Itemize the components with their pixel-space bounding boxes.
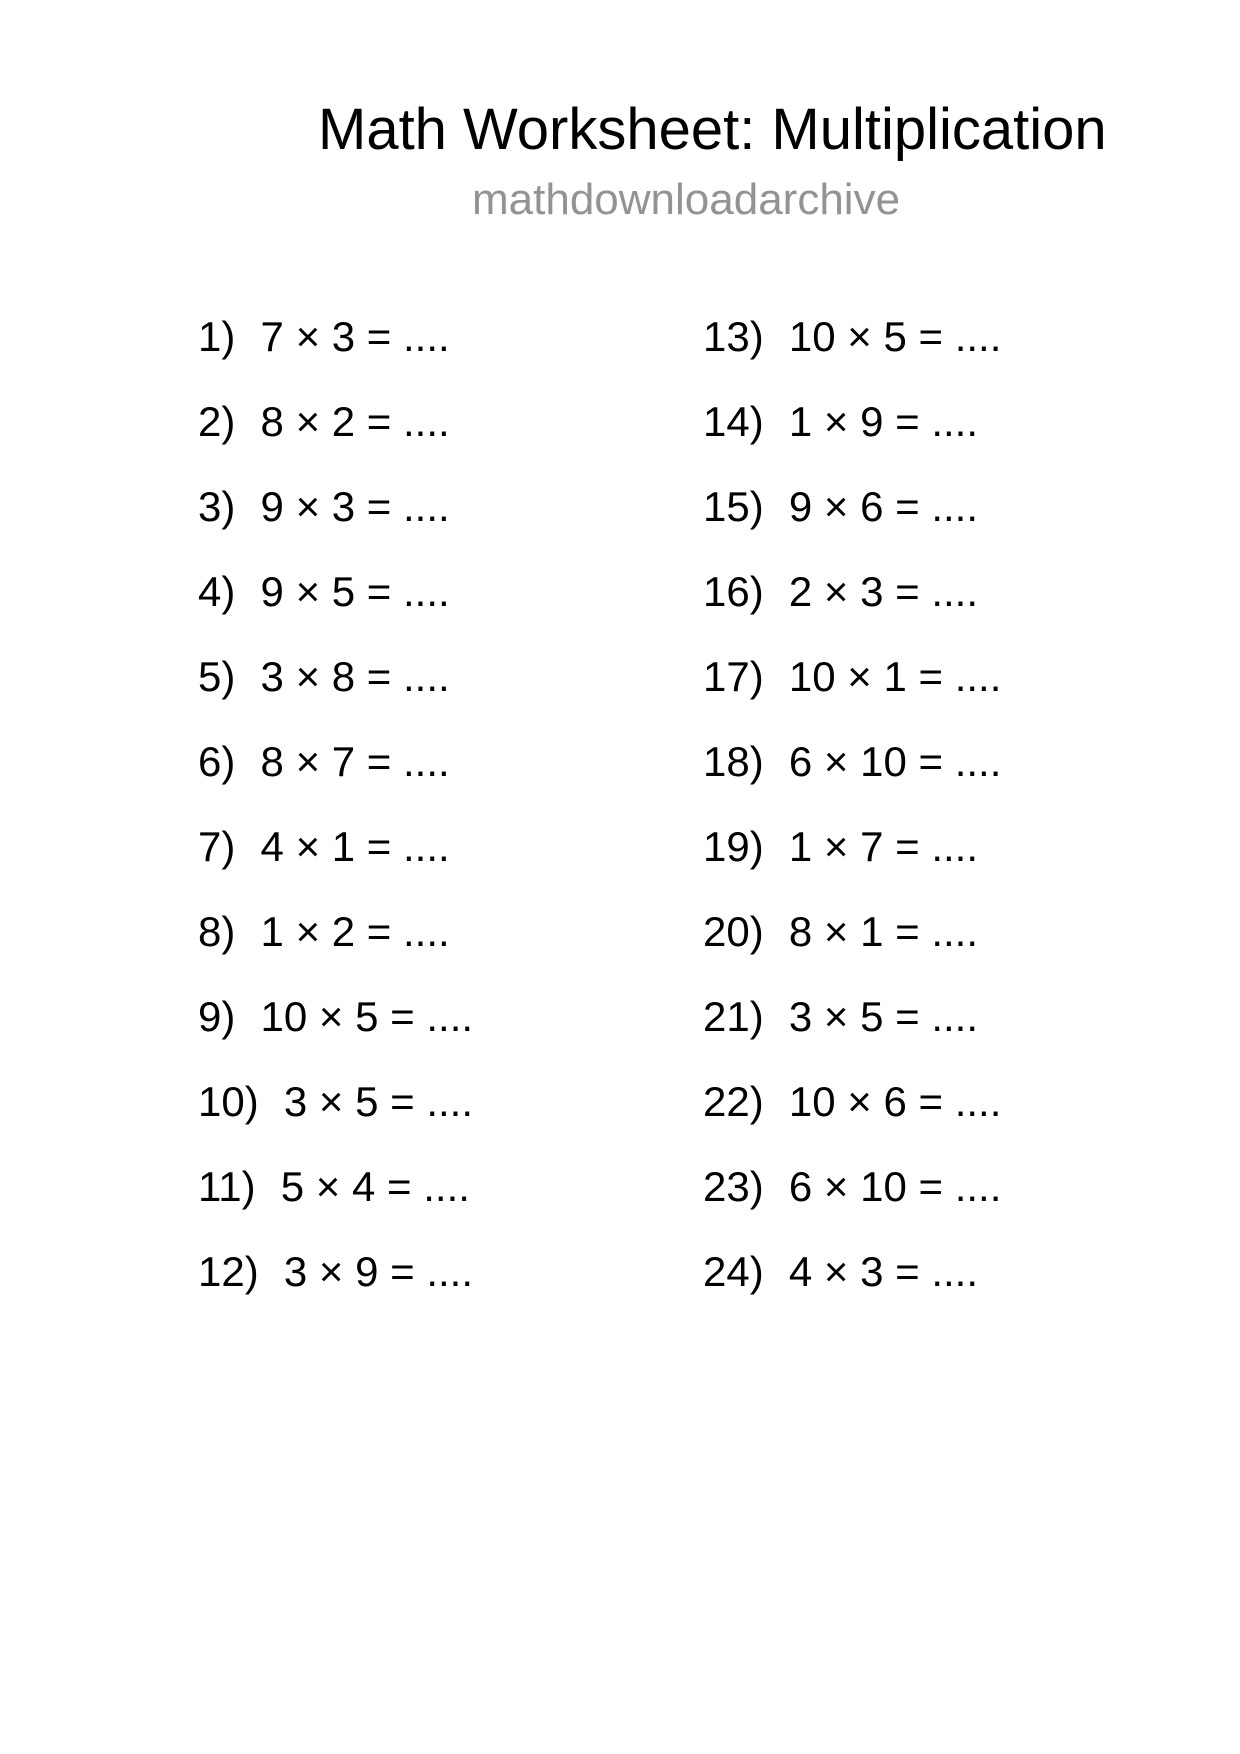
problem-row: [703, 1059, 1001, 1144]
problem-expression: 1 × 7 = ....: [788, 822, 979, 870]
problem-number: 13): [703, 312, 764, 360]
problem-number: 15): [703, 482, 764, 530]
problem-expression: 2 × 3 = ....: [788, 567, 979, 615]
problem-expression: 1 × 9 = ....: [788, 397, 979, 445]
problem-number: 14): [703, 397, 764, 445]
problem-number: 2): [198, 397, 236, 445]
problem-row: [198, 804, 473, 889]
problem-number: 20): [703, 907, 764, 955]
problem-number: 11): [198, 1162, 256, 1210]
problem-number: 1): [198, 312, 236, 360]
problem-row: [703, 804, 1001, 889]
problem-number: 8): [198, 907, 236, 955]
problem-number: 24): [703, 1247, 764, 1295]
problem-expression: 9 × 3 = ....: [260, 482, 450, 530]
problem-number: 6): [198, 737, 236, 785]
problem-expression: 10 × 5 = ....: [260, 992, 474, 1040]
problem-expression: 10 × 5 = ....: [788, 312, 1002, 360]
problems-column-right: [703, 294, 1001, 1314]
problem-row: [703, 634, 1001, 719]
problem-row: [198, 1144, 473, 1229]
problem-expression: 6 × 10 = ....: [788, 1162, 1002, 1210]
problem-number: 4): [198, 567, 236, 615]
problem-number: 3): [198, 482, 236, 530]
problem-row: [703, 1229, 1001, 1314]
problem-expression: 9 × 6 = ....: [788, 482, 979, 530]
problem-number: 19): [703, 822, 764, 870]
problem-row: [703, 719, 1001, 804]
problem-expression: 7 × 3 = ....: [260, 312, 450, 360]
problem-row: [198, 719, 473, 804]
problem-expression: 3 × 5 = ....: [283, 1077, 474, 1125]
problem-expression: 4 × 1 = ....: [260, 822, 450, 870]
problem-row: [198, 464, 473, 549]
problem-row: [703, 294, 1001, 379]
problem-expression: 8 × 1 = ....: [788, 907, 979, 955]
problem-number: 16): [703, 567, 764, 615]
problem-row: [198, 634, 473, 719]
problem-row: [198, 549, 473, 634]
problem-expression: 10 × 6 = ....: [788, 1077, 1002, 1125]
problem-expression: 9 × 5 = ....: [260, 567, 450, 615]
problem-expression: 6 × 10 = ....: [788, 737, 1002, 785]
problem-row: [198, 1229, 473, 1314]
problem-number: 7): [198, 822, 236, 870]
problem-number: 12): [198, 1247, 259, 1295]
problems-column-left: [198, 294, 473, 1314]
problem-number: 21): [703, 992, 764, 1040]
problem-row: [703, 549, 1001, 634]
problem-expression: 10 × 1 = ....: [788, 652, 1002, 700]
problem-number: 23): [703, 1162, 764, 1210]
problem-expression: 8 × 2 = ....: [260, 397, 450, 445]
problem-row: [198, 379, 473, 464]
problem-expression: 3 × 5 = ....: [788, 992, 979, 1040]
problem-row: [198, 1059, 473, 1144]
worksheet-subtitle: mathdownloadarchive: [472, 175, 901, 224]
problem-row: [198, 974, 473, 1059]
problem-expression: 1 × 2 = ....: [260, 907, 450, 955]
problem-row: [703, 1144, 1001, 1229]
problem-number: 18): [703, 737, 764, 785]
problem-row: [198, 294, 473, 379]
problem-row: [703, 889, 1001, 974]
problem-number: 5): [198, 652, 236, 700]
problem-expression: 3 × 8 = ....: [260, 652, 450, 700]
problem-row: [198, 889, 473, 974]
problem-number: 22): [703, 1077, 764, 1125]
problem-number: 10): [198, 1077, 259, 1125]
problem-row: [703, 379, 1001, 464]
problem-expression: 8 × 7 = ....: [260, 737, 450, 785]
problem-row: [703, 464, 1001, 549]
problem-number: 9): [198, 992, 236, 1040]
worksheet-title: Math Worksheet: Multiplication: [318, 97, 1107, 162]
problem-number: 17): [703, 652, 764, 700]
problem-expression: 5 × 4 = ....: [280, 1162, 470, 1210]
problem-row: [703, 974, 1001, 1059]
problem-expression: 4 × 3 = ....: [788, 1247, 979, 1295]
problem-expression: 3 × 9 = ....: [283, 1247, 474, 1295]
